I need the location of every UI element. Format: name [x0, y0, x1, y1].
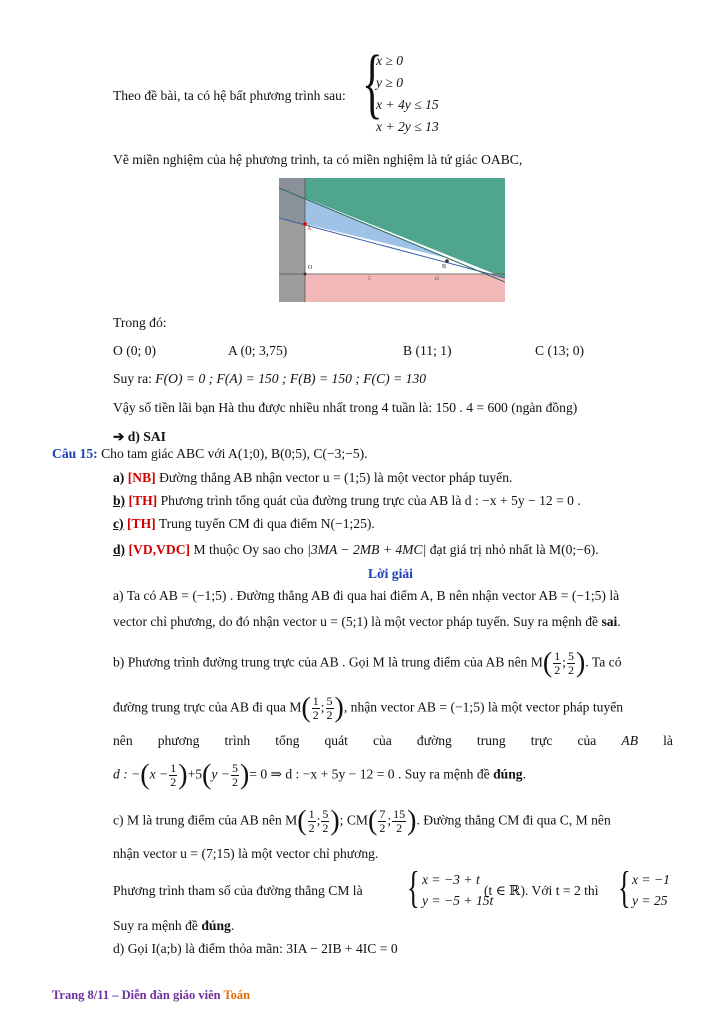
param-y: y = −5 + 15t	[422, 893, 494, 908]
tick-5: 5	[368, 277, 371, 282]
frac-5half-2: $\frac{5}{2}$	[326, 694, 333, 722]
b3-w6: đường	[416, 733, 452, 748]
b3-w10: AB	[621, 733, 639, 748]
sol-b2-pre: đường trung trực của AB đi qua M	[113, 699, 302, 715]
point-O-text: O (0; 0)	[113, 343, 157, 358]
suy-ra-line	[113, 370, 426, 388]
sol-c1-mid: ; CM	[339, 812, 369, 828]
item-c-label: c)	[113, 516, 124, 531]
cau15-line	[52, 445, 368, 463]
draw-line: Vẽ miền nghiệm của hệ phương trình, ta có miền nghiệm là tứ giác OABC,	[113, 152, 523, 167]
sol-b-line4: d : −(x − $\frac{1}{2}$ )+5(y − $\frac{5}{2}$ )= 0 ⇒ d : −x + 5y − 12 = 0 . Suy ra mệnh đề đúng.	[113, 759, 526, 791]
sol-c-line1: c) M là trung điểm của AB nên M( $\frac{1}{2}$ ; $\frac{5}{2}$ ); CM( $\frac{7}{2}$ ; $\frac{15}{2}$ ). Đường thẳng CM đi qua C, M nên	[113, 805, 611, 837]
tick-10: 10	[434, 277, 439, 282]
label-A: A	[307, 226, 312, 232]
point-A-text: A (0; 3,75)	[228, 343, 288, 358]
ineq-3: x + 4y ≤ 15	[376, 97, 439, 112]
b3-w11: là	[663, 733, 673, 748]
sol-b1-pre: b) Phương trình đường trung trực của AB . Gọi M là trung điểm của AB nên M	[113, 654, 543, 670]
footer-page: 8/11	[87, 988, 110, 1002]
item-d-tag: [VD,VDC]	[128, 542, 191, 557]
item-b	[113, 492, 581, 510]
loi-giai-heading: Lời giải	[368, 566, 413, 581]
sol-b-line3	[113, 732, 673, 750]
region-y-negative	[279, 274, 505, 302]
sol-c-line4: Suy ra mệnh đề đúng.	[113, 918, 235, 933]
frac-5half-1: $\frac{5}{2}$	[568, 649, 575, 677]
ineq-4: x + 2y ≤ 13	[376, 119, 439, 134]
b3-w1: phương	[157, 733, 200, 748]
sol-b4-mid: = 0 ⇒ d : −x + 5y − 12 = 0 . Suy ra mệnh đề	[249, 766, 494, 782]
item-b-text: Phương trình tổng quát của đường trung trực của AB là d : −x + 5y − 12 = 0 .	[160, 493, 581, 508]
result-x: x = −1	[632, 872, 670, 887]
ineq-2: y ≥ 0	[376, 75, 404, 90]
result-brace: {	[618, 863, 631, 912]
sol-b-line1: b) Phương trình đường trung trực của AB . Gọi M là trung điểm của AB nên M( $\frac{1}{2}$ ; $\frac{5}{2}$ ). Ta có	[113, 647, 622, 679]
point-B	[445, 259, 449, 263]
item-c-tag: [TH]	[126, 516, 156, 531]
point-B-text: B (11; 1)	[403, 343, 452, 358]
intro-text: Theo đề bài, ta có hệ bất phương trình sau:	[113, 88, 346, 103]
item-d-text1: M thuộc Oy sao cho	[193, 542, 308, 557]
sol-c-line2: nhận vector u = (7;15) là một vector chỉ phương.	[113, 846, 379, 861]
b3-w3: tổng	[275, 733, 300, 748]
item-c-text: Trung tuyến CM đi qua điểm N(−1;25).	[158, 516, 375, 531]
b3-w2: trình	[224, 733, 251, 748]
param-brace: {	[407, 863, 420, 912]
sol-b4-pre: d : −	[113, 766, 141, 782]
sol-b-line2: đường trung trực của AB đi qua M( $\frac{1}{2}$ ; $\frac{5}{2}$ ), nhận vector AB = (−1;5) là một vector pháp tuyến	[113, 692, 624, 724]
inequality-system	[376, 50, 439, 138]
f-values: F(O) = 0 ; F(A) = 150 ; F(B) = 150 ; F(C) = 130	[155, 371, 427, 386]
param-system	[422, 869, 493, 911]
result-y: y = 25	[632, 893, 668, 908]
footer-trang: Trang	[52, 988, 85, 1002]
param-x: x = −3 + t	[422, 872, 480, 887]
footer-subject: Toán	[223, 988, 251, 1002]
b3-w8: trực	[530, 733, 553, 748]
item-b-tag: [TH]	[128, 493, 158, 508]
b3-w0: nên	[113, 733, 133, 748]
cau15-label: Câu 15:	[52, 446, 98, 461]
b3-w5: của	[372, 733, 392, 748]
sol-c4-bold: đúng	[201, 918, 231, 933]
system-brace: {	[362, 39, 383, 126]
label-B: B	[442, 264, 447, 270]
point-C-text: C (13; 0)	[535, 343, 585, 358]
item-d-expr: |3MA − 2MB + 4MC|	[307, 542, 427, 557]
result-system	[632, 869, 670, 911]
sol-a-line2: vector chỉ phương, do đó nhận vector u = (5;1) là một vector pháp tuyến. Suy ra mệnh đề sai.	[113, 614, 621, 629]
feasible-region-graph	[279, 178, 505, 302]
item-a	[113, 469, 512, 487]
label-O: O	[308, 265, 313, 271]
sol-b1-post: . Ta có	[585, 654, 622, 670]
ineq-1: x ≥ 0	[376, 53, 404, 68]
point-O	[304, 273, 307, 276]
footer-forum: Diễn đàn giáo viên	[121, 988, 221, 1002]
footer-sep: –	[112, 988, 119, 1002]
item-c	[113, 515, 375, 533]
sol-c1-pre: c) M là trung điểm của AB nên M	[113, 812, 298, 828]
d-sai: ➔ d) SAI	[113, 429, 166, 444]
item-a-text: Đường thẳng AB nhận vector u = (1;5) là một vector pháp tuyến.	[159, 470, 513, 485]
item-d-text2: đạt giá trị nhỏ nhất là M(0;−6).	[429, 542, 599, 557]
b3-w9: của	[577, 733, 597, 748]
item-a-tag: [NB]	[127, 470, 156, 485]
frac-half-1: $\frac{1}{2}$	[554, 649, 561, 677]
b3-w7: trung	[476, 733, 506, 748]
b3-w4: quát	[324, 733, 348, 748]
sol-d-line1: d) Gọi I(a;b) là điểm thỏa mãn: 3IA − 2IB + 4IC = 0	[113, 941, 398, 956]
sol-c1-post: . Đường thẳng CM đi qua C, M nên	[416, 812, 611, 828]
item-d-label: d)	[113, 542, 126, 557]
sol-c3-mid: (t ∈ ℝ). Với t = 2 thì	[484, 883, 599, 898]
item-a-label: a)	[113, 470, 125, 485]
sol-a2-text: vector chỉ phương, do đó nhận vector u = (5;1) là một vector pháp tuyến. Suy ra mệnh đề	[113, 614, 602, 629]
item-b-label: b)	[113, 493, 126, 508]
sol-c4-pre: Suy ra mệnh đề	[113, 918, 202, 933]
sol-a2-bold: sai	[601, 614, 618, 629]
frac-half-2: $\frac{1}{2}$	[312, 694, 319, 722]
sol-b4-bold: đúng	[493, 766, 523, 782]
sol-b2-post: , nhận vector AB = (−1;5) là một vector pháp tuyến	[343, 699, 624, 715]
item-d	[113, 541, 599, 559]
page-footer	[52, 988, 250, 1003]
cau15-text: Cho tam giác ABC với A(1;0), B(0;5), C(−3;−5).	[101, 446, 368, 461]
trong-do: Trong đó:	[113, 315, 167, 330]
sol-c-line3-pre: Phương trình tham số của đường thẳng CM là	[113, 883, 363, 898]
conclusion: Vậy số tiền lãi bạn Hà thu được nhiều nhất trong 4 tuần là: 150 . 4 = 600 (ngàn đồng)	[113, 400, 578, 415]
suy-ra-prefix: Suy ra:	[113, 371, 152, 386]
sol-a-line1: a) Ta có AB = (−1;5) . Đường thẳng AB đi qua hai điểm A, B nên nhận vector AB = (−1;5) là	[113, 588, 620, 603]
